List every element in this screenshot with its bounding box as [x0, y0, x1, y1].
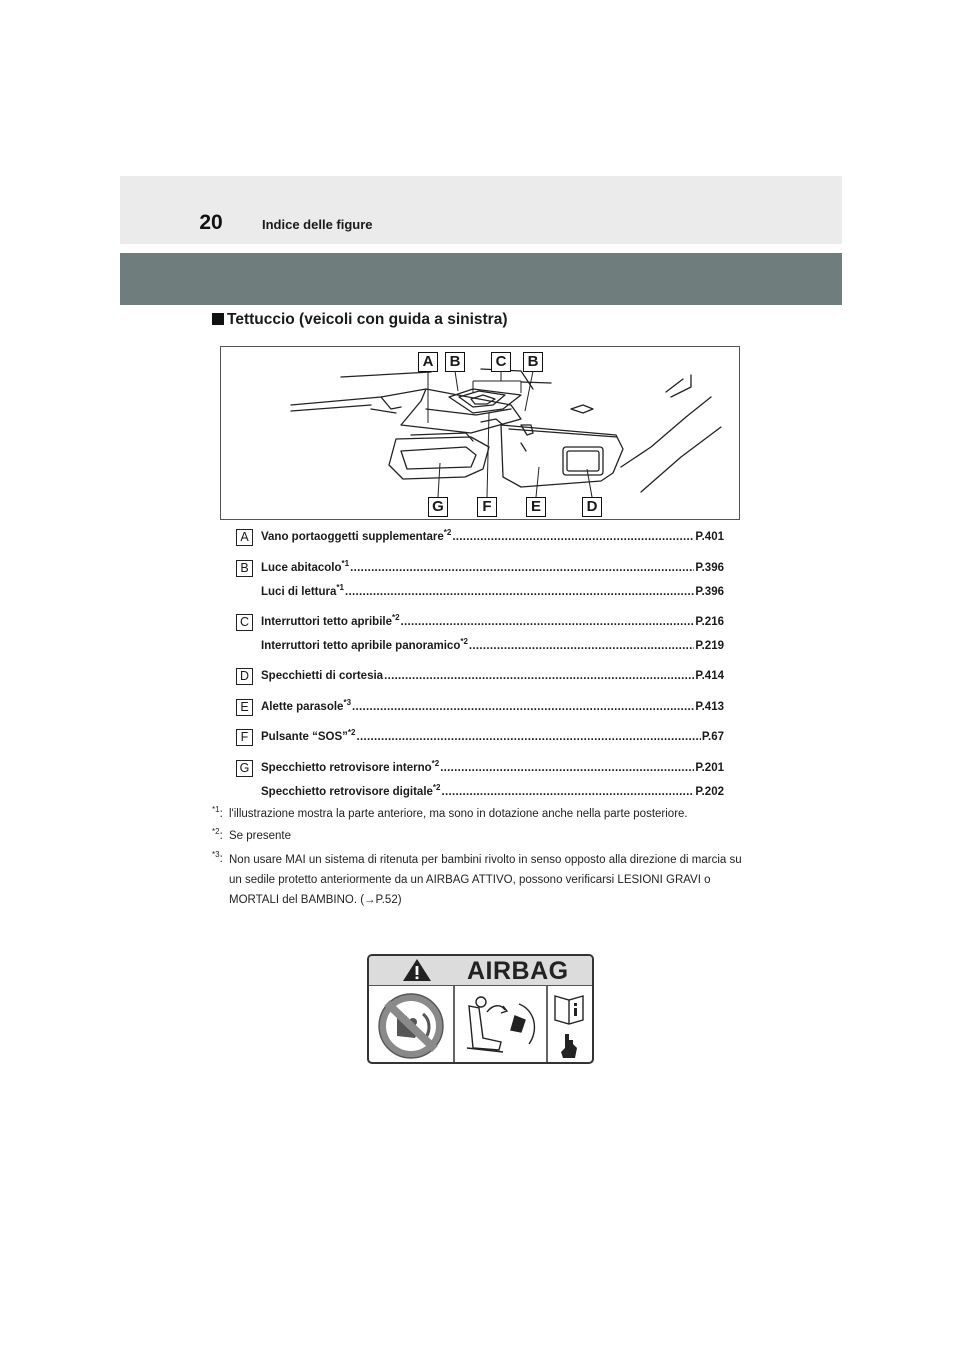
legend-badge: E — [236, 699, 253, 716]
legend-badge: A — [236, 529, 253, 546]
legend-item: Luci di lettura$^{*1}$ ..... P.396 — [261, 584, 724, 600]
page-reference: P.202 — [695, 786, 724, 798]
warning-label-header — [369, 956, 592, 986]
page-reference: P.396 — [695, 562, 724, 574]
legend-item: Specchietti di cortesia ..... P.414 — [261, 668, 724, 684]
page-reference: P.414 — [695, 670, 724, 682]
roof-console-figure — [220, 346, 740, 520]
roof-console-illustration — [221, 347, 739, 519]
callout-bottom-1: G — [428, 497, 448, 517]
footnote-text: Non usare MAI un sistema di ritenuta per bambini rivolto in senso opposto alla direzione di marcia su un sedile protetto anteriormente da un AIRBAG ATTIVO, possono verificarsi LESIONI GRAVI o MORTALI del BAMBINO. (→P.52) — [229, 854, 742, 906]
legend-badge: C — [236, 614, 253, 631]
warning-word: AIRBAG — [467, 957, 569, 985]
legend-item: Interruttori tetto apribile$^{*2}$ ..... P.216 — [261, 614, 724, 630]
page-number: 20 — [199, 211, 223, 234]
legend-badge: G — [236, 760, 253, 777]
callout-top-4: B — [523, 352, 543, 372]
legend-item: Specchietto retrovisore digitale$^{*2}$ ..... P.202 — [261, 784, 724, 800]
section-heading-text: Tettuccio (veicoli con guida a sinistra) — [227, 311, 508, 328]
child-seat-airbag-icon — [467, 997, 534, 1052]
callout-bottom-4: D — [582, 497, 602, 517]
read-manual-icon — [555, 996, 583, 1058]
callout-bottom-2: F — [477, 497, 497, 517]
square-bullet-icon — [212, 313, 224, 325]
page-reference: P.396 — [695, 586, 724, 598]
legend-item: Interruttori tetto apribile panoramico$^{*2}$ ..... P.219 — [261, 638, 724, 654]
callout-top-3: C — [491, 352, 511, 372]
page-reference: P.201 — [695, 762, 724, 774]
airbag-warning-label — [367, 954, 594, 1064]
callout-bottom-3: E — [526, 497, 546, 517]
legend-badge: B — [236, 560, 253, 577]
legend-item: Alette parasole$^{*3}$ ..... P.413 — [261, 699, 724, 715]
warning-pictograms — [369, 986, 592, 1064]
page-reference: P.413 — [695, 701, 724, 713]
footnote: $^{*1}$: l'illustrazione mostra la parte anteriore, ma sono in dotazione anche nella parte posteriore. — [212, 805, 752, 823]
legend-item: Luce abitacolo$^{*1}$ ..... P.396 — [261, 560, 724, 576]
legend-badge: F — [236, 729, 253, 746]
footnote-text: l'illustrazione mostra la parte anteriore, ma sono in dotazione anche nella parte posteriore. — [229, 808, 688, 820]
legend-item: Vano portaoggetti supplementare$^{*2}$ ..... P.401 — [261, 529, 724, 545]
page-reference: P.401 — [695, 531, 724, 543]
footnote: $^{*3}$: Non usare MAI un sistema di ritenuta per bambini rivolto in senso opposto alla direzione di marcia su un sedile protetto anteriormente da un AIRBAG ATTIVO, possono verificarsi LESIONI GRAVI o MORTALI del BAMBINO. (→P.52) — [212, 850, 752, 910]
no-rear-facing-seat-icon — [379, 994, 443, 1058]
callout-top-2: B — [445, 352, 465, 372]
page-reference: P.216 — [695, 616, 724, 628]
footnote-text: Se presente — [229, 830, 292, 842]
warning-triangle-icon — [397, 956, 437, 984]
callout-top-1: A — [418, 352, 438, 372]
page-reference: P.219 — [695, 640, 724, 652]
legend-item: Specchietto retrovisore interno$^{*2}$ ..... P.201 — [261, 760, 724, 776]
legend-item: Pulsante “SOS”$^{*2}$ ..... P.67 — [261, 729, 724, 745]
section-name: Indice delle figure — [262, 217, 373, 232]
footnote: $^{*2}$: Se presente — [212, 827, 752, 845]
page-reference: P.67 — [701, 731, 724, 743]
legend-badge: D — [236, 668, 253, 685]
section-heading — [212, 309, 508, 331]
title-bar — [120, 253, 842, 305]
